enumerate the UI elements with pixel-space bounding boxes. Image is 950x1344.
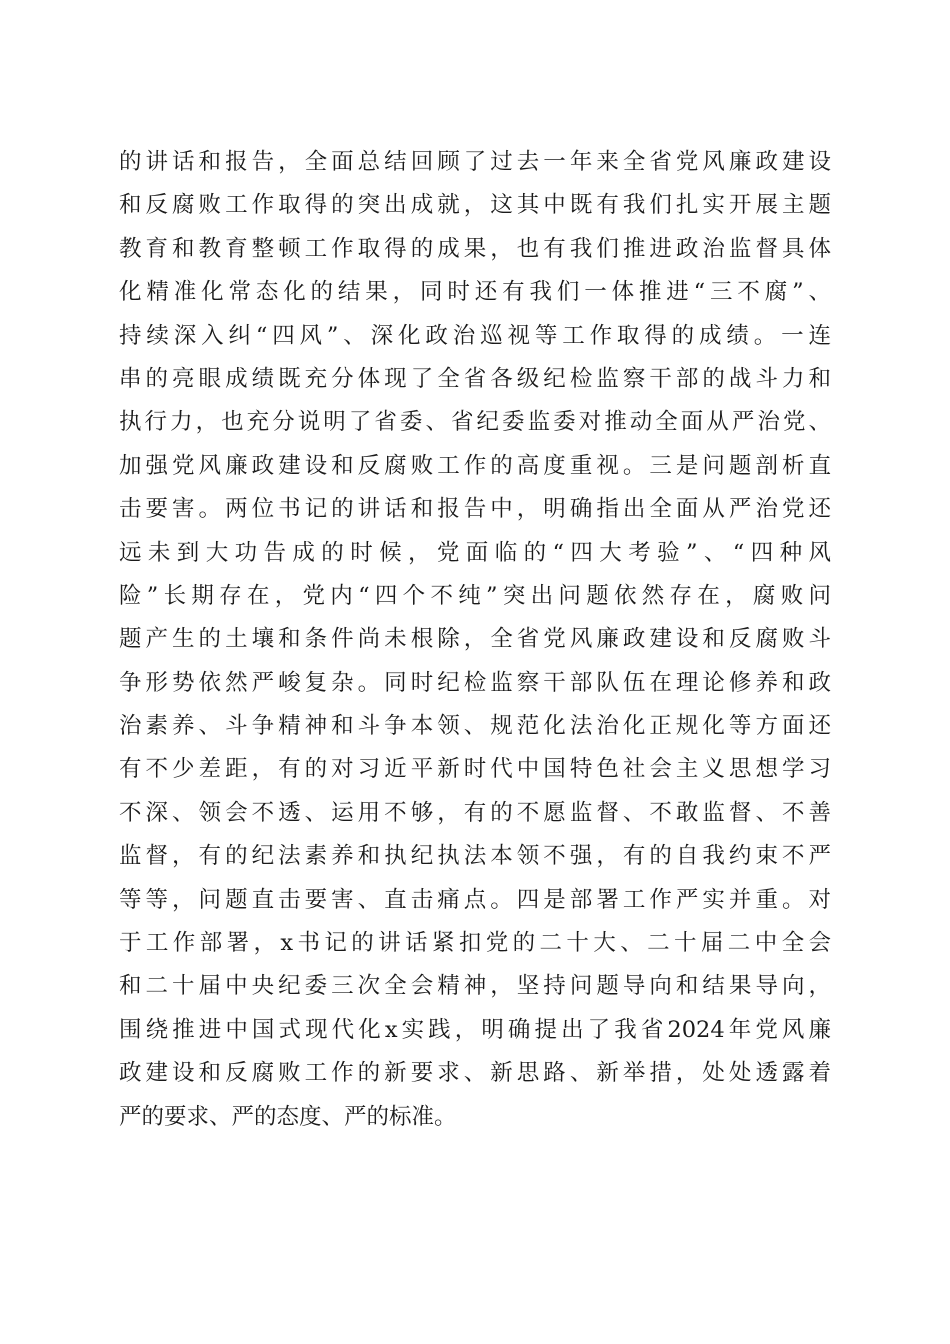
text-line: 和反腐败工作取得的突出成就，这其中既有我们扎实开展主题 <box>119 192 831 219</box>
text-line: 不深、领会不透、运用不够，有的不愿监督、不敢监督、不善 <box>119 799 831 826</box>
text-line: 化精准化常态化的结果，同时还有我们一体推进“三不腐”、 <box>119 279 831 306</box>
text-line: 的讲话和报告，全面总结回顾了过去一年来全省党风廉政建设 <box>119 149 831 175</box>
text-line: 和二十届中央纪委三次全会精神，坚持问题导向和结果导向， <box>119 973 831 1000</box>
text-line: 教育和教育整顿工作取得的成果，也有我们推进政治监督具体 <box>119 235 831 262</box>
text-line: 击要害。两位书记的讲话和报告中，明确指出全面从严治党还 <box>119 496 831 523</box>
text-line: 于工作部署，x书记的讲话紧扣党的二十大、二十届二中全会 <box>119 930 831 957</box>
text-line: 串的亮眼成绩既充分体现了全省各级纪检监察干部的战斗力和 <box>119 365 831 392</box>
text-line: 争形势依然严峻复杂。同时纪检监察干部队伍在理论修养和政 <box>119 669 831 696</box>
text-line: 执行力，也充分说明了省委、省纪委监委对推动全面从严治党、 <box>119 409 831 436</box>
text-line: 远未到大功告成的时候，党面临的“四大考验”、“四种风 <box>119 539 831 566</box>
text-line: 等等，问题直击要害、直击痛点。四是部署工作严实并重。对 <box>119 886 831 913</box>
text-line: 持续深入纠“四风”、深化政治巡视等工作取得的成绩。一连 <box>119 322 831 349</box>
text-line: 治素养、斗争精神和斗争本领、规范化法治化正规化等方面还 <box>119 713 831 740</box>
text-line: 加强党风廉政建设和反腐败工作的高度重视。三是问题剖析直 <box>119 452 831 479</box>
text-line: 围绕推进中国式现代化x实践，明确提出了我省2024年党风廉 <box>119 1016 831 1043</box>
text-line: 政建设和反腐败工作的新要求、新思路、新举措，处处透露着 <box>119 1060 831 1087</box>
text-line: 险”长期存在，党内“四个不纯”突出问题依然存在，腐败问 <box>119 582 831 609</box>
text-line: 严的要求、严的态度、严的标准。 <box>119 1103 457 1130</box>
text-line: 题产生的土壤和条件尚未根除，全省党风廉政建设和反腐败斗 <box>119 626 831 653</box>
text-line: 监督，有的纪法素养和执纪执法本领不强，有的自我约束不严 <box>119 843 831 870</box>
text-line: 有不少差距，有的对习近平新时代中国特色社会主义思想学习 <box>119 756 831 783</box>
body-paragraph <box>119 141 831 1139</box>
